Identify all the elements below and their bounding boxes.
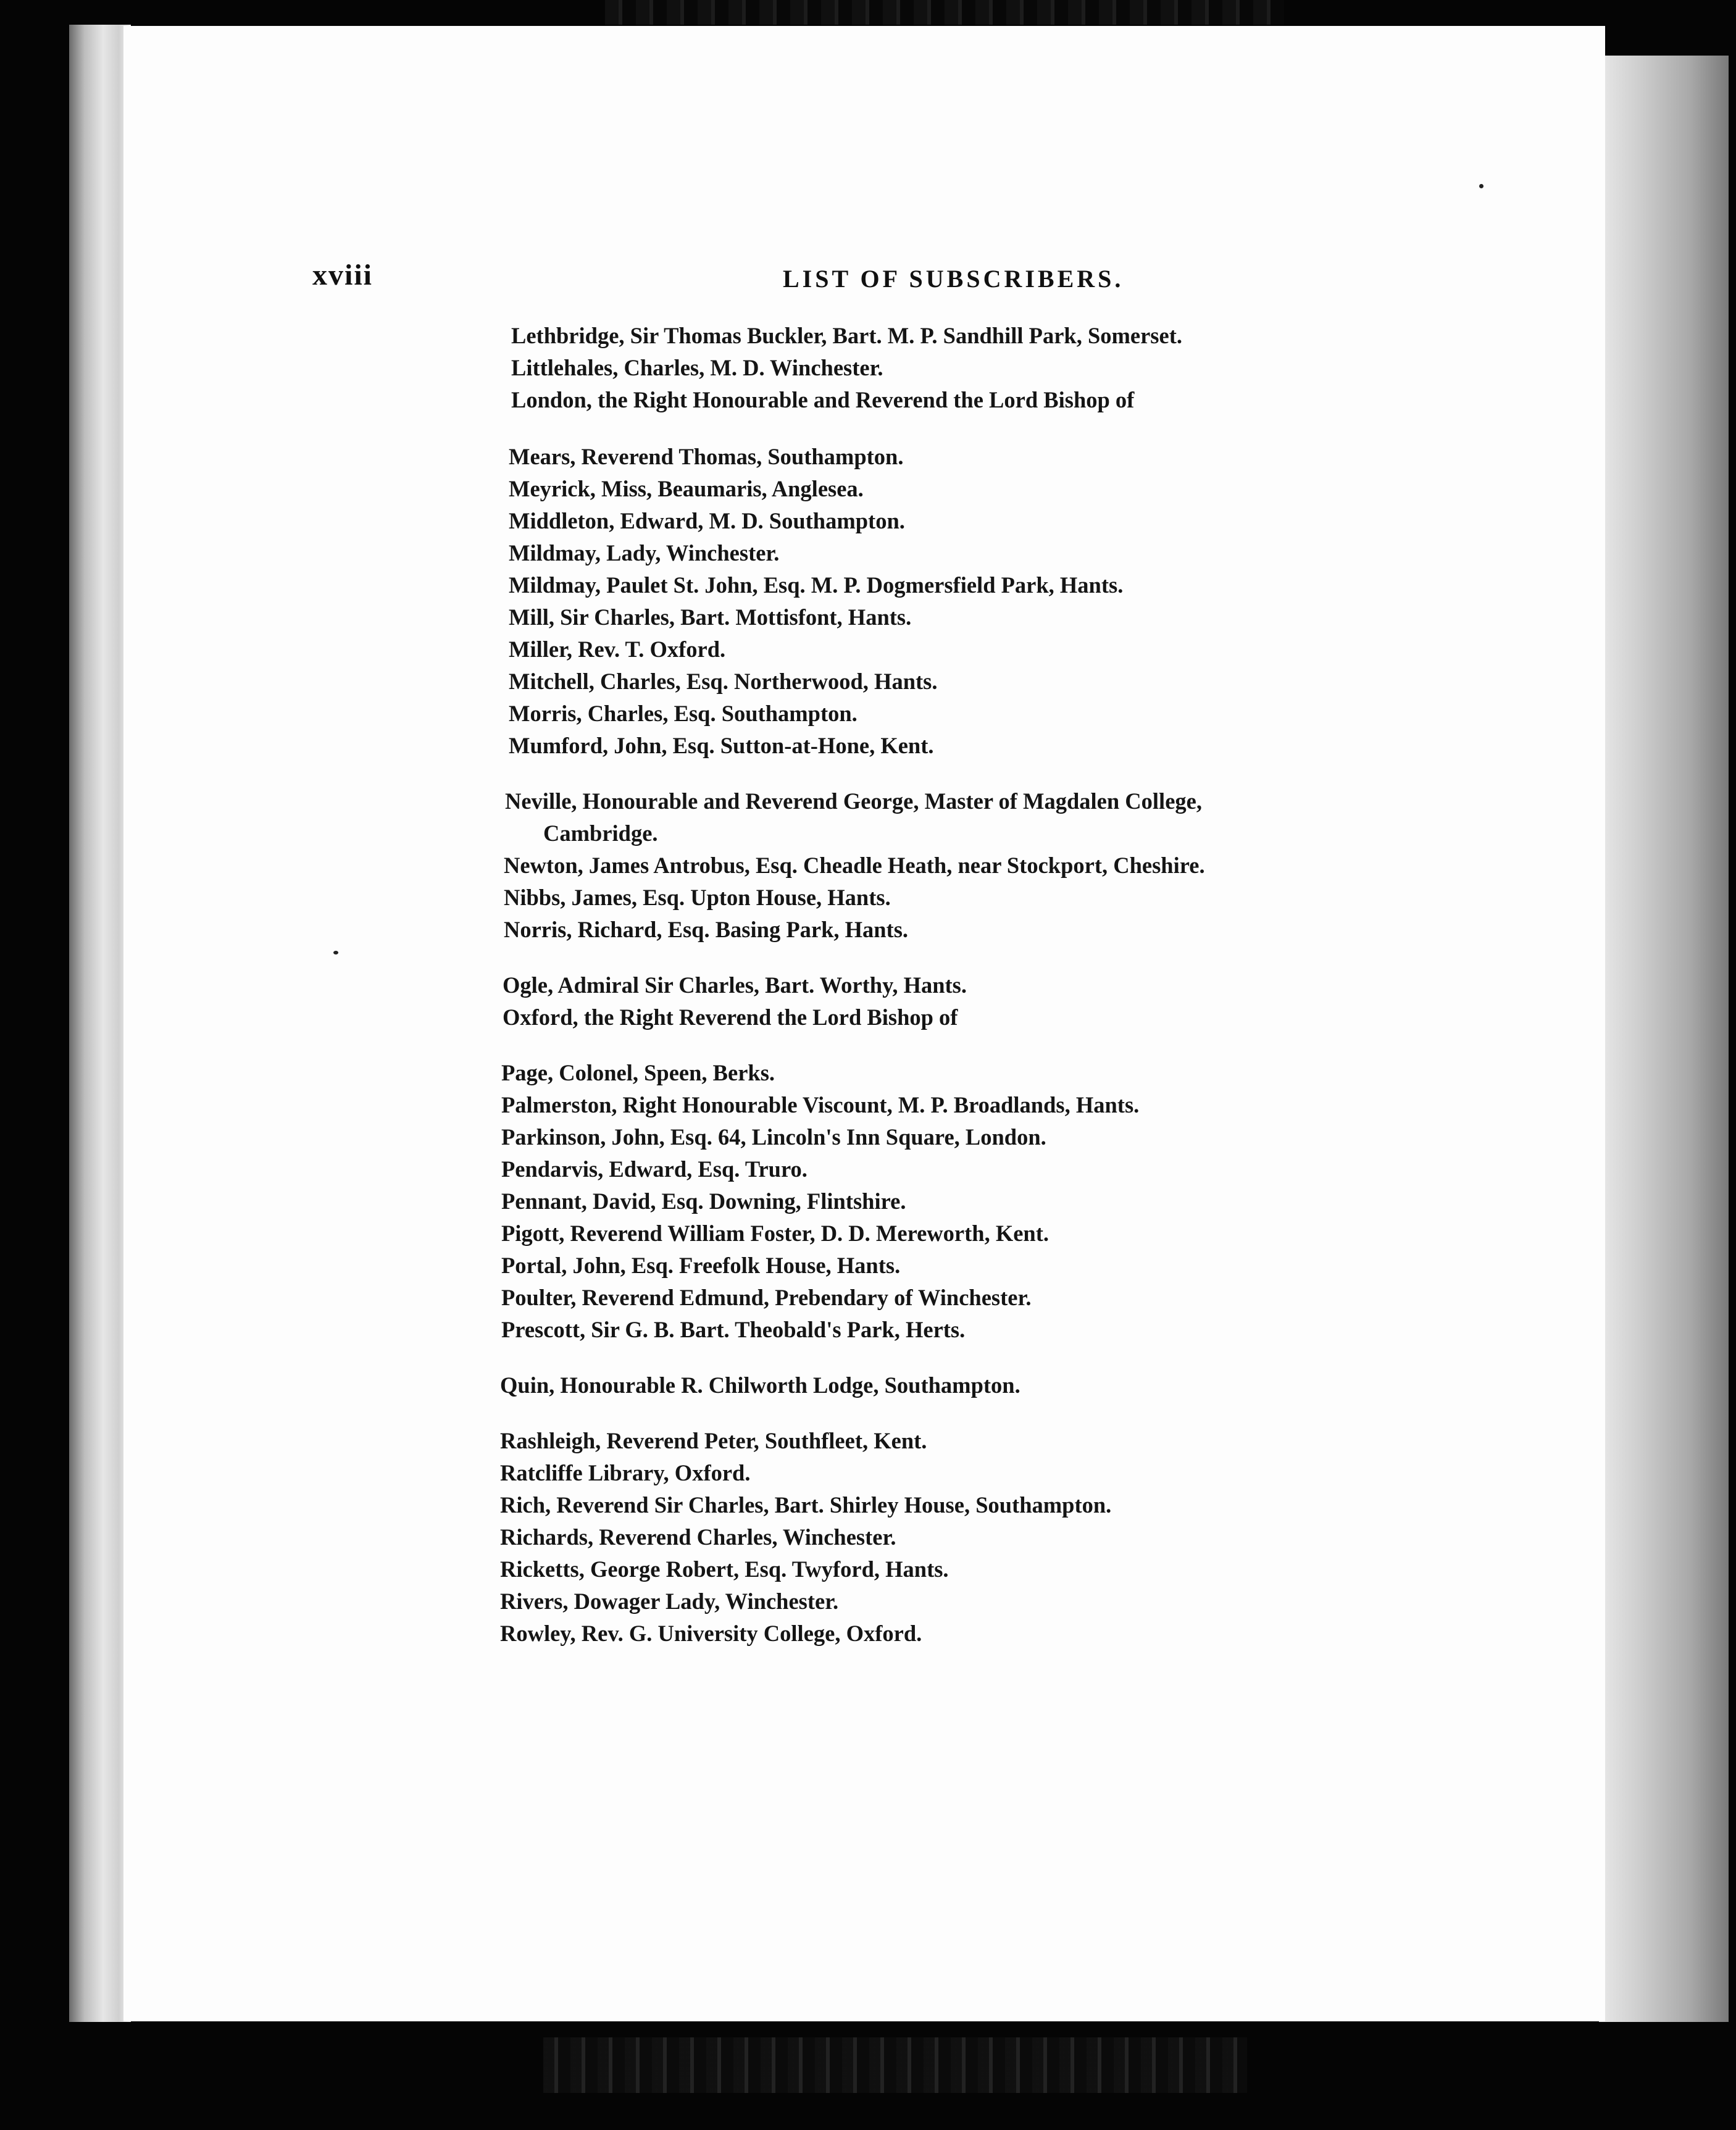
subscriber-entry: Morris, Charles, Esq. Southampton. [509,701,858,726]
subscriber-entry: Middleton, Edward, M. D. Southampton. [509,508,905,533]
page-number: xviii [312,259,373,291]
subscriber-entry: Mumford, John, Esq. Sutton-at-Hone, Kent. [509,733,934,758]
scan-bottom-edge [543,2037,1247,2093]
subscriber-entry: Mears, Reverend Thomas, Southampton. [509,444,904,469]
subscriber-entry: Meyrick, Miss, Beaumaris, Anglesea. [509,476,864,501]
book-edge-left [69,25,131,2022]
subscriber-entry: Miller, Rev. T. Oxford. [509,637,726,662]
subscriber-entry: Poulter, Reverend Edmund, Prebendary of Winchester. [501,1285,1032,1310]
book-edge-right [1599,56,1729,2022]
subscriber-entry: Nibbs, James, Esq. Upton House, Hants. [504,885,891,910]
subscriber-entry: Pennant, David, Esq. Downing, Flintshire. [501,1188,906,1214]
subscriber-entry: Parkinson, John, Esq. 64, Lincoln's Inn Square, London. [501,1124,1046,1150]
subscriber-entry: Pigott, Reverend William Foster, D. D. Mereworth, Kent. [501,1221,1049,1246]
subscriber-entry: Pendarvis, Edward, Esq. Truro. [501,1156,807,1182]
subscriber-entry: Lethbridge, Sir Thomas Buckler, Bart. M. P. Sandhill Park, Somerset. [511,323,1182,348]
scan-top-edge [605,0,1284,25]
subscriber-entry: Oxford, the Right Reverend the Lord Bishop of [503,1004,958,1030]
subscriber-entry: Mildmay, Lady, Winchester. [509,540,780,566]
subscriber-entry: Ratcliffe Library, Oxford. [500,1460,751,1485]
subscriber-entry: Richards, Reverend Charles, Winchester. [500,1524,896,1550]
subscriber-entry: Neville, Honourable and Reverend George, Master of Magdalen College, [505,788,1202,814]
subscriber-entry: Mildmay, Paulet St. John, Esq. M. P. Dogmersfield Park, Hants. [509,572,1124,598]
subscriber-entry: Prescott, Sir G. B. Bart. Theobald's Park, Herts. [501,1317,966,1342]
running-head: LIST OF SUBSCRIBERS. [783,265,1124,293]
subscriber-entry: Rivers, Dowager Lady, Winchester. [500,1589,839,1614]
subscriber-entry: London, the Right Honourable and Reverend the Lord Bishop of [511,387,1135,412]
subscriber-entry: Mill, Sir Charles, Bart. Mottisfont, Hants. [509,604,912,630]
subscriber-entry: Newton, James Antrobus, Esq. Cheadle Heath, near Stockport, Cheshire. [504,853,1205,878]
subscriber-entry: Palmerston, Right Honourable Viscount, M. P. Broadlands, Hants. [501,1092,1140,1117]
stray-mark [1479,184,1484,188]
subscriber-entry: Ogle, Admiral Sir Charles, Bart. Worthy, Hants. [503,972,967,998]
subscriber-entry: Rich, Reverend Sir Charles, Bart. Shirley House, Southampton. [500,1492,1112,1518]
subscriber-entry: Quin, Honourable R. Chilworth Lodge, Southampton. [500,1372,1020,1398]
subscriber-entry: Page, Colonel, Speen, Berks. [501,1060,775,1085]
stray-mark [333,951,338,954]
subscriber-entry-continuation: Cambridge. [543,821,658,846]
subscriber-entry: Mitchell, Charles, Esq. Northerwood, Hants. [509,669,938,694]
subscriber-entry: Ricketts, George Robert, Esq. Twyford, Hants. [500,1556,949,1582]
subscriber-entry: Rashleigh, Reverend Peter, Southfleet, Kent. [500,1428,927,1453]
subscriber-entry: Rowley, Rev. G. University College, Oxford. [500,1621,922,1646]
subscriber-entry: Portal, John, Esq. Freefolk House, Hants. [501,1253,901,1278]
subscriber-entry: Norris, Richard, Esq. Basing Park, Hants. [504,917,909,942]
subscriber-entry: Littlehales, Charles, M. D. Winchester. [511,355,883,380]
